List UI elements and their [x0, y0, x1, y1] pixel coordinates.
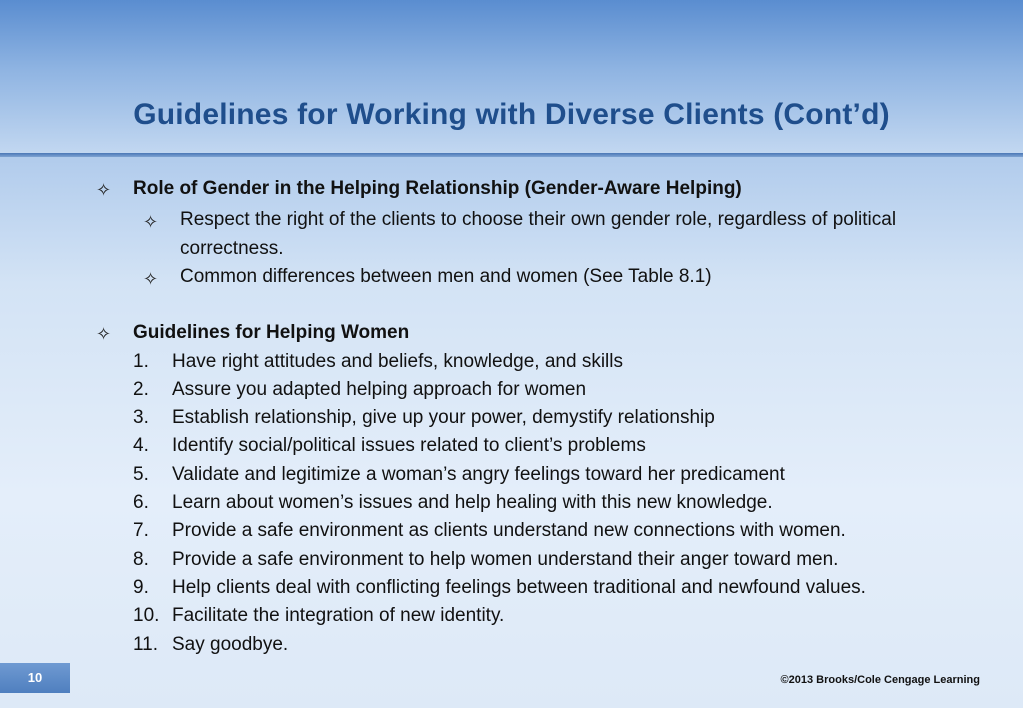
diamond-bullet-icon: ✧	[143, 269, 159, 289]
list-item: Help clients deal with conflicting feelings between traditional and newfound values.	[172, 577, 866, 598]
list-number: 8.	[133, 549, 149, 570]
list-number: 4.	[133, 435, 149, 456]
list-item: Facilitate the integration of new identity.	[172, 605, 505, 626]
list-item: Provide a safe environment as clients understand new connections with women.	[172, 520, 846, 541]
sub-bullet-text: Common differences between men and women (See Table 8.1)	[180, 266, 712, 287]
list-item: Identify social/political issues related to client’s problems	[172, 435, 646, 456]
sub-bullet-text: Respect the right of the clients to choose their own gender role, regardless of political correctness.	[180, 209, 897, 259]
list-number: 1.	[133, 351, 149, 372]
list-item: Say goodbye.	[172, 634, 289, 655]
list-number: 7.	[133, 520, 149, 541]
copyright-text: ©2013 Brooks/Cole Cengage Learning	[780, 674, 980, 686]
page-number-badge: 10	[0, 663, 70, 693]
list-item: Validate and legitimize a woman’s angry feelings toward her predicament	[172, 464, 785, 485]
section-heading-gender: Role of Gender in the Helping Relationship (Gender-Aware Helping)	[133, 178, 742, 199]
diamond-bullet-icon: ✧	[96, 180, 112, 200]
slide-title: Guidelines for Working with Diverse Clients (Cont’d)	[133, 98, 890, 131]
list-number: 9.	[133, 577, 149, 598]
list-item: Learn about women’s issues and help healing with this new knowledge.	[172, 492, 773, 513]
list-item: Provide a safe environment to help women understand their anger toward men.	[172, 549, 839, 570]
title-divider	[0, 153, 1023, 157]
list-number: 11.	[133, 634, 159, 655]
list-number: 6.	[133, 492, 149, 513]
list-number: 3.	[133, 407, 149, 428]
list-number: 10.	[133, 605, 160, 626]
list-number: 5.	[133, 464, 149, 485]
diamond-bullet-icon: ✧	[96, 324, 112, 344]
list-item: Have right attitudes and beliefs, knowledge, and skills	[172, 351, 623, 372]
list-number: 2.	[133, 379, 149, 400]
diamond-bullet-icon: ✧	[143, 212, 159, 232]
list-item: Establish relationship, give up your power, demystify relationship	[172, 407, 715, 428]
section-heading-women: Guidelines for Helping Women	[133, 322, 410, 343]
list-item: Assure you adapted helping approach for women	[172, 379, 587, 400]
